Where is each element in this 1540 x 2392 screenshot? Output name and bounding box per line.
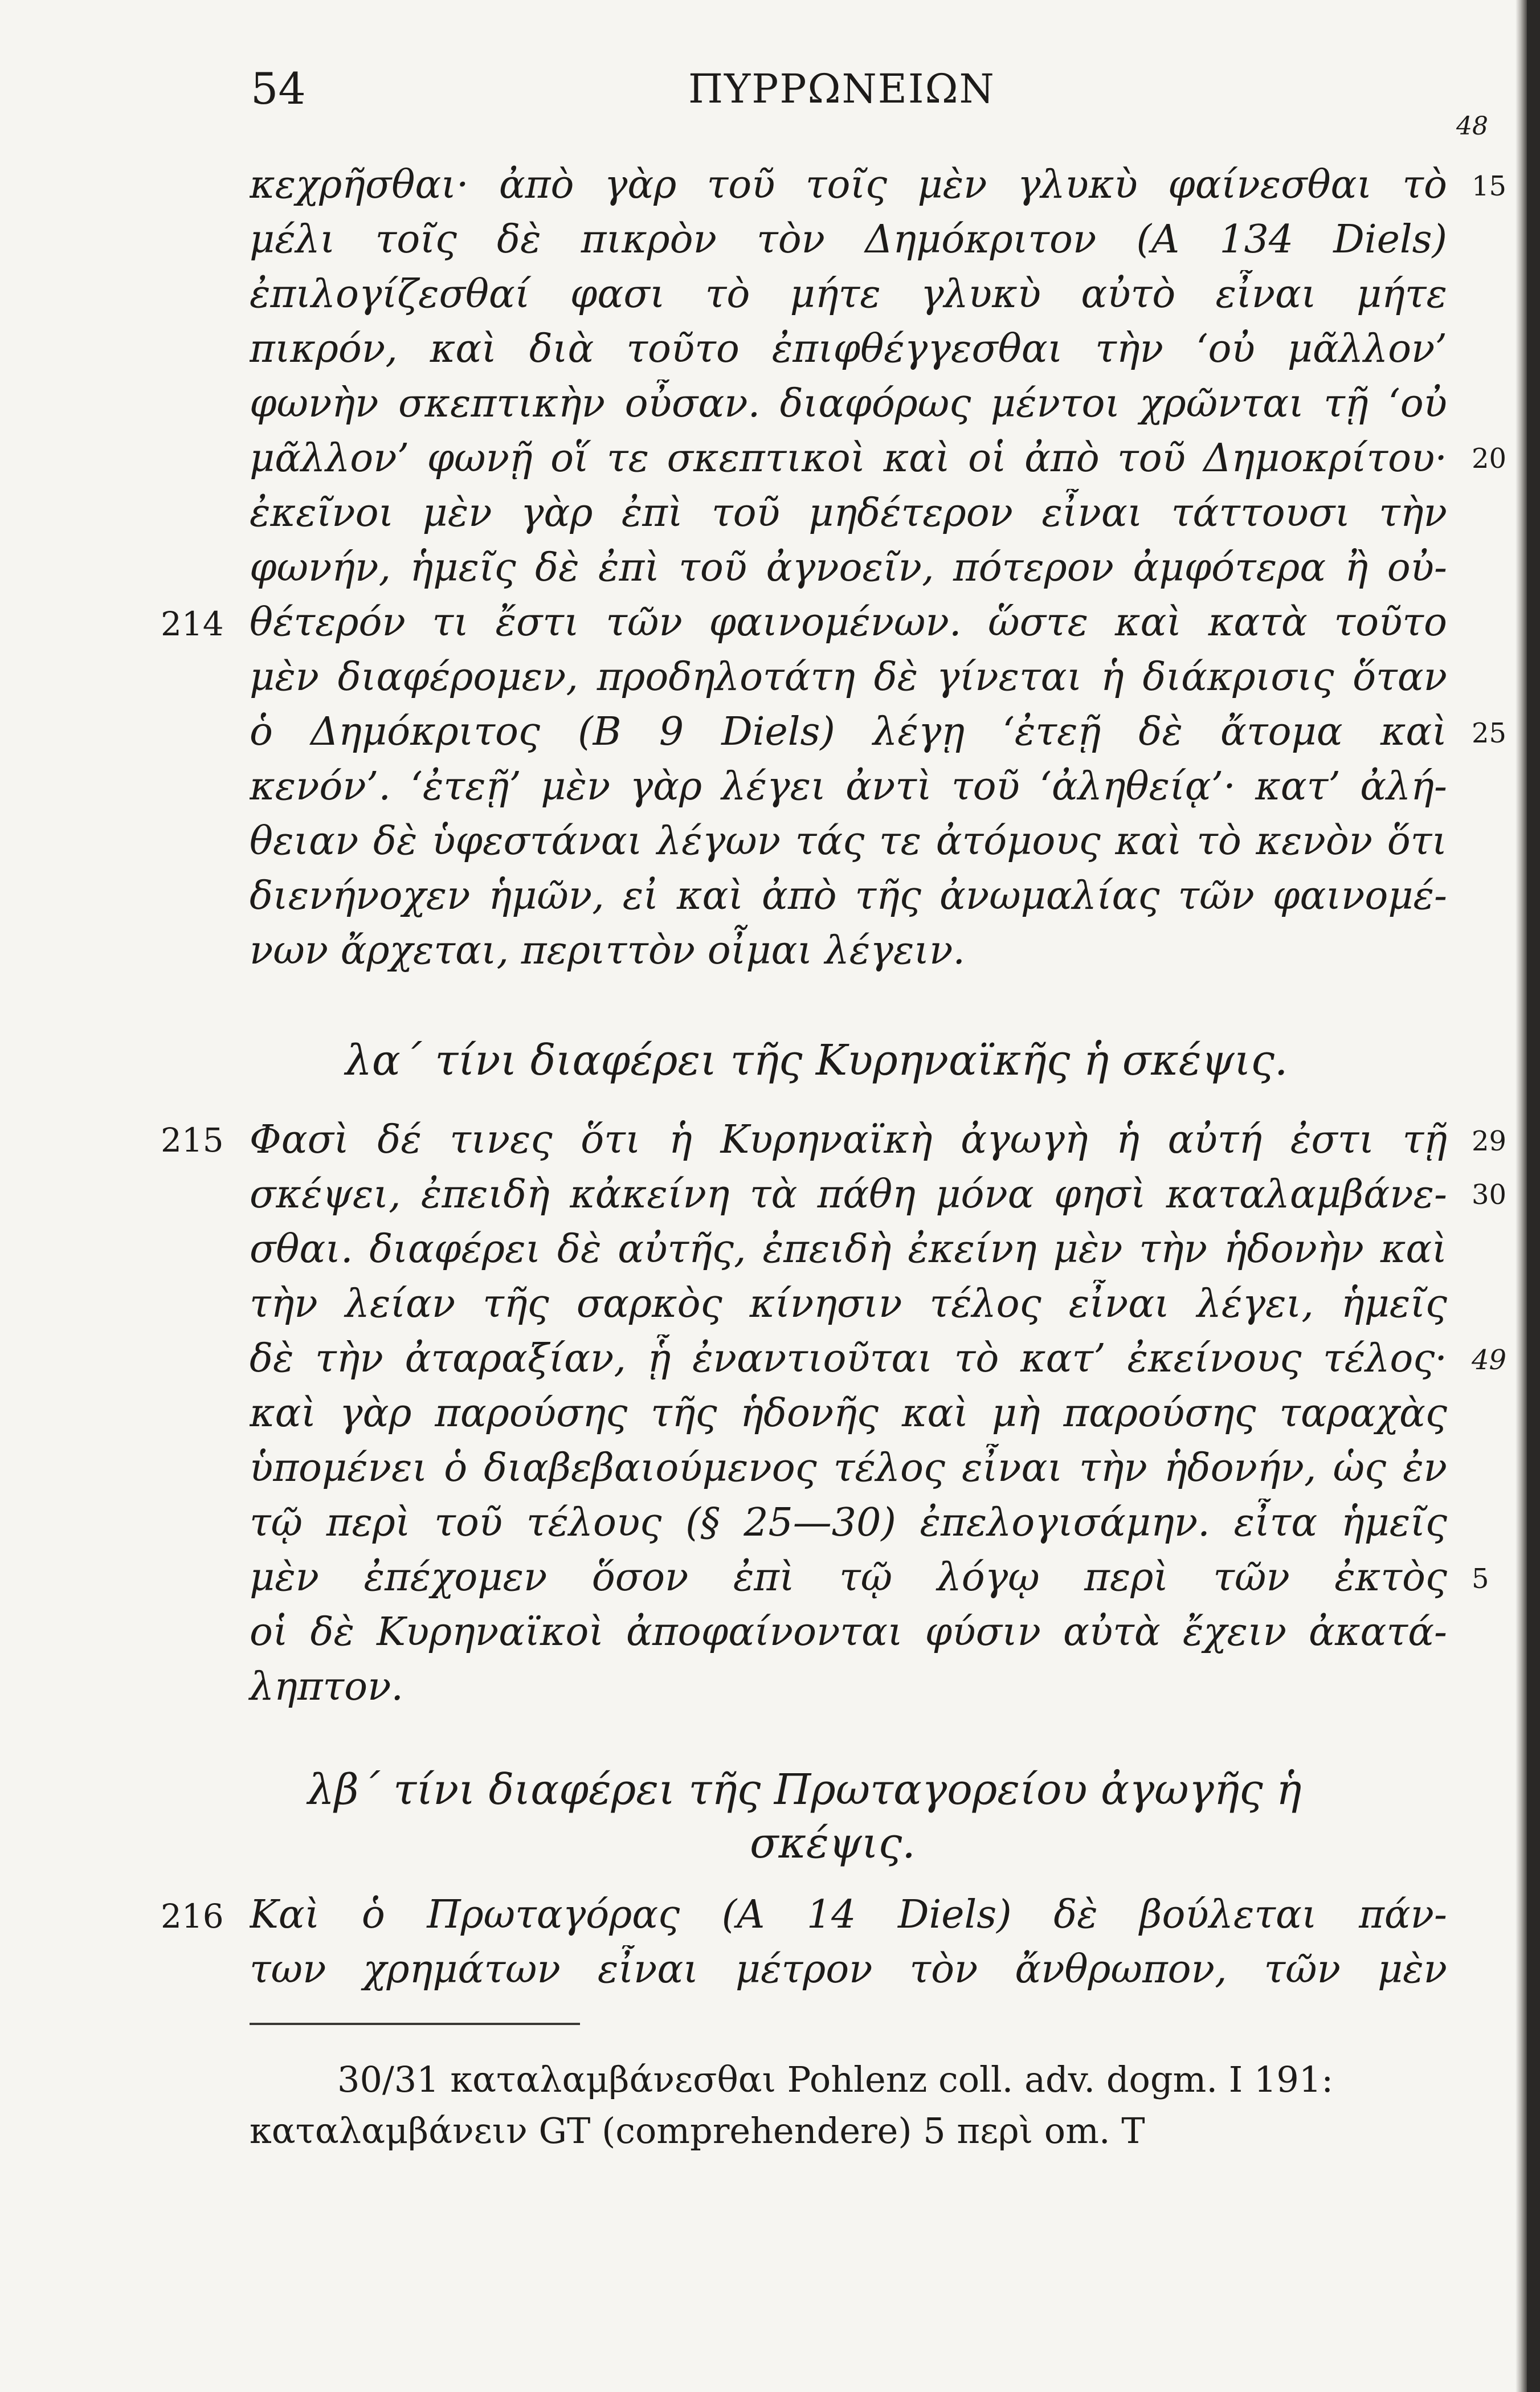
text-line: δὲ τὴν ἀταραξίαν, ᾗ ἐναντιοῦται τὸ κατ’ ἐκείνους τέλος· bbox=[250, 1336, 1447, 1381]
text-line: διενήνοχεν ἡμῶν, εἰ καὶ ἀπὸ τῆς ἀνωμαλίας τῶν φαινομέ- bbox=[250, 873, 1447, 919]
text-line: των χρημάτων εἶναι μέτρον τὸν ἄνθρωπον, τῶν μὲν bbox=[250, 1947, 1447, 1992]
text-line: ὑπομένει ὁ διαβεβαιούμενος τέλος εἶναι τὴν ἡδονήν, ὡς ἐν bbox=[250, 1446, 1447, 1491]
section-heading: λα΄ τίνι διαφέρει τῆς Κυρηναϊκῆς ἡ σκέψις. bbox=[345, 1036, 1288, 1085]
text-line: κεχρῆσθαι· ἀπὸ γὰρ τοῦ τοῖς μὲν γλυκὺ φαίνεσθαι τὸ bbox=[250, 162, 1447, 207]
text-line: σθαι. διαφέρει δὲ αὐτῆς, ἐπειδὴ ἐκείνη μὲν τὴν ἡδονὴν καὶ bbox=[250, 1227, 1447, 1272]
text-line: ἐκεῖνοι μὲν γὰρ ἐπὶ τοῦ μηδέτερον εἶναι τάττουσι τὴν bbox=[250, 491, 1447, 536]
page-number: 54 bbox=[251, 63, 306, 114]
text-line: μέλι τοῖς δὲ πικρὸν τὸν Δημόκριτον (A 134 Diels) bbox=[250, 217, 1447, 262]
running-title: ΠΥΡΡΩΝΕΙΩΝ bbox=[688, 66, 995, 112]
section-heading-continuation: σκέψις. bbox=[750, 1819, 916, 1868]
text-line: νων ἄρχεται, περιττὸν οἶμαι λέγειν. bbox=[250, 928, 966, 973]
text-line: μὲν διαφέρομεν, προδηλοτάτη δὲ γίνεται ἡ διάκρισις ὅταν bbox=[250, 655, 1447, 700]
line-number: 5 bbox=[1472, 1563, 1489, 1595]
line-number: 20 bbox=[1472, 443, 1507, 475]
text-line: μὲν ἐπέχομεν ὅσον ἐπὶ τῷ λόγῳ περὶ τῶν ἐκτὸς bbox=[250, 1555, 1447, 1600]
text-line: τὴν λείαν τῆς σαρκὸς κίνησιν τέλος εἶναι λέγει, ἡμεῖς bbox=[250, 1281, 1447, 1326]
paragraph-number: 214 bbox=[161, 605, 224, 643]
text-line: φωνήν, ἡμεῖς δὲ ἐπὶ τοῦ ἀγνοεῖν, πότερον ἀμφότερα ἢ οὐ- bbox=[250, 545, 1447, 590]
text-line: μᾶλλον’ φωνῇ οἵ τε σκεπτικοὶ καὶ οἱ ἀπὸ τοῦ Δημοκρίτου· bbox=[250, 436, 1447, 481]
text-line: ἐπιλογίζεσθαί φασι τὸ μήτε γλυκὺ αὐτὸ εἶναι μήτε bbox=[250, 272, 1447, 317]
scan-binding-edge bbox=[1527, 0, 1540, 2392]
text-line: τῷ περὶ τοῦ τέλους (§ 25—30) ἐπελογισάμην. εἶτα ἡμεῖς bbox=[250, 1500, 1447, 1545]
paragraph-number: 215 bbox=[161, 1121, 224, 1160]
section-heading: λβ΄ τίνι διαφέρει τῆς Πρωταγορείου ἀγωγῆς ἡ bbox=[308, 1765, 1302, 1814]
footnote-line: καταλαμβάνειν GT (comprehendere) 5 περὶ om. T bbox=[250, 2110, 1145, 2152]
text-line: πικρόν, καὶ διὰ τοῦτο ἐπιφθέγγεσθαι τὴν ‘οὐ μᾶλλον’ bbox=[250, 326, 1447, 372]
line-number: 29 bbox=[1472, 1125, 1507, 1157]
text-line: Φασὶ δέ τινες ὅτι ἡ Κυρηναϊκὴ ἀγωγὴ ἡ αὐτή ἐστι τῇ bbox=[250, 1117, 1447, 1162]
text-line: ὁ Δημόκριτος (B 9 Diels) λέγῃ ‘ἐτεῇ δὲ ἄτομα καὶ bbox=[250, 709, 1447, 754]
line-number: 15 bbox=[1472, 170, 1507, 202]
text-line: κενόν’. ‘ἐτεῇ’ μὲν γὰρ λέγει ἀντὶ τοῦ ‘ἀληθείᾳ’· κατ’ ἀλή- bbox=[250, 764, 1447, 809]
footnote-line: 30/31 καταλαμβάνεσθαι Pohlenz coll. adv. dogm. I 191: bbox=[337, 2059, 1334, 2100]
text-line: Καὶ ὁ Πρωταγόρας (A 14 Diels) δὲ βούλεται πάν- bbox=[250, 1892, 1447, 1937]
footnote-rule bbox=[250, 2023, 580, 2025]
line-number: 30 bbox=[1472, 1179, 1507, 1211]
page-edge-shadow bbox=[1516, 0, 1527, 2392]
handwritten-page-mark: 48 bbox=[1456, 112, 1488, 141]
text-line: καὶ γὰρ παρούσης τῆς ἡδονῆς καὶ μὴ παρούσης ταραχὰς bbox=[250, 1391, 1447, 1436]
text-line: θέτερόν τι ἔστι τῶν φαινομένων. ὥστε καὶ κατὰ τοῦτο bbox=[250, 600, 1447, 645]
line-number: 25 bbox=[1472, 717, 1507, 749]
paragraph-number: 216 bbox=[161, 1897, 224, 1936]
text-line: θειαν δὲ ὑφεστάναι λέγων τάς τε ἀτόμους καὶ τὸ κενὸν ὅτι bbox=[250, 819, 1447, 864]
text-line: ληπτον. bbox=[250, 1664, 404, 1709]
text-line: οἱ δὲ Κυρηναϊκοὶ ἀποφαίνονται φύσιν αὐτὰ ἔχειν ἀκατά- bbox=[250, 1610, 1447, 1655]
text-line: φωνὴν σκεπτικὴν οὖσαν. διαφόρως μέντοι χρῶνται τῇ ‘οὐ bbox=[250, 381, 1447, 426]
text-line: σκέψει, ἐπειδὴ κἀκείνη τὰ πάθη μόνα φησὶ καταλαμβάνε- bbox=[250, 1172, 1447, 1217]
line-number-handwritten: 49 bbox=[1472, 1344, 1507, 1376]
